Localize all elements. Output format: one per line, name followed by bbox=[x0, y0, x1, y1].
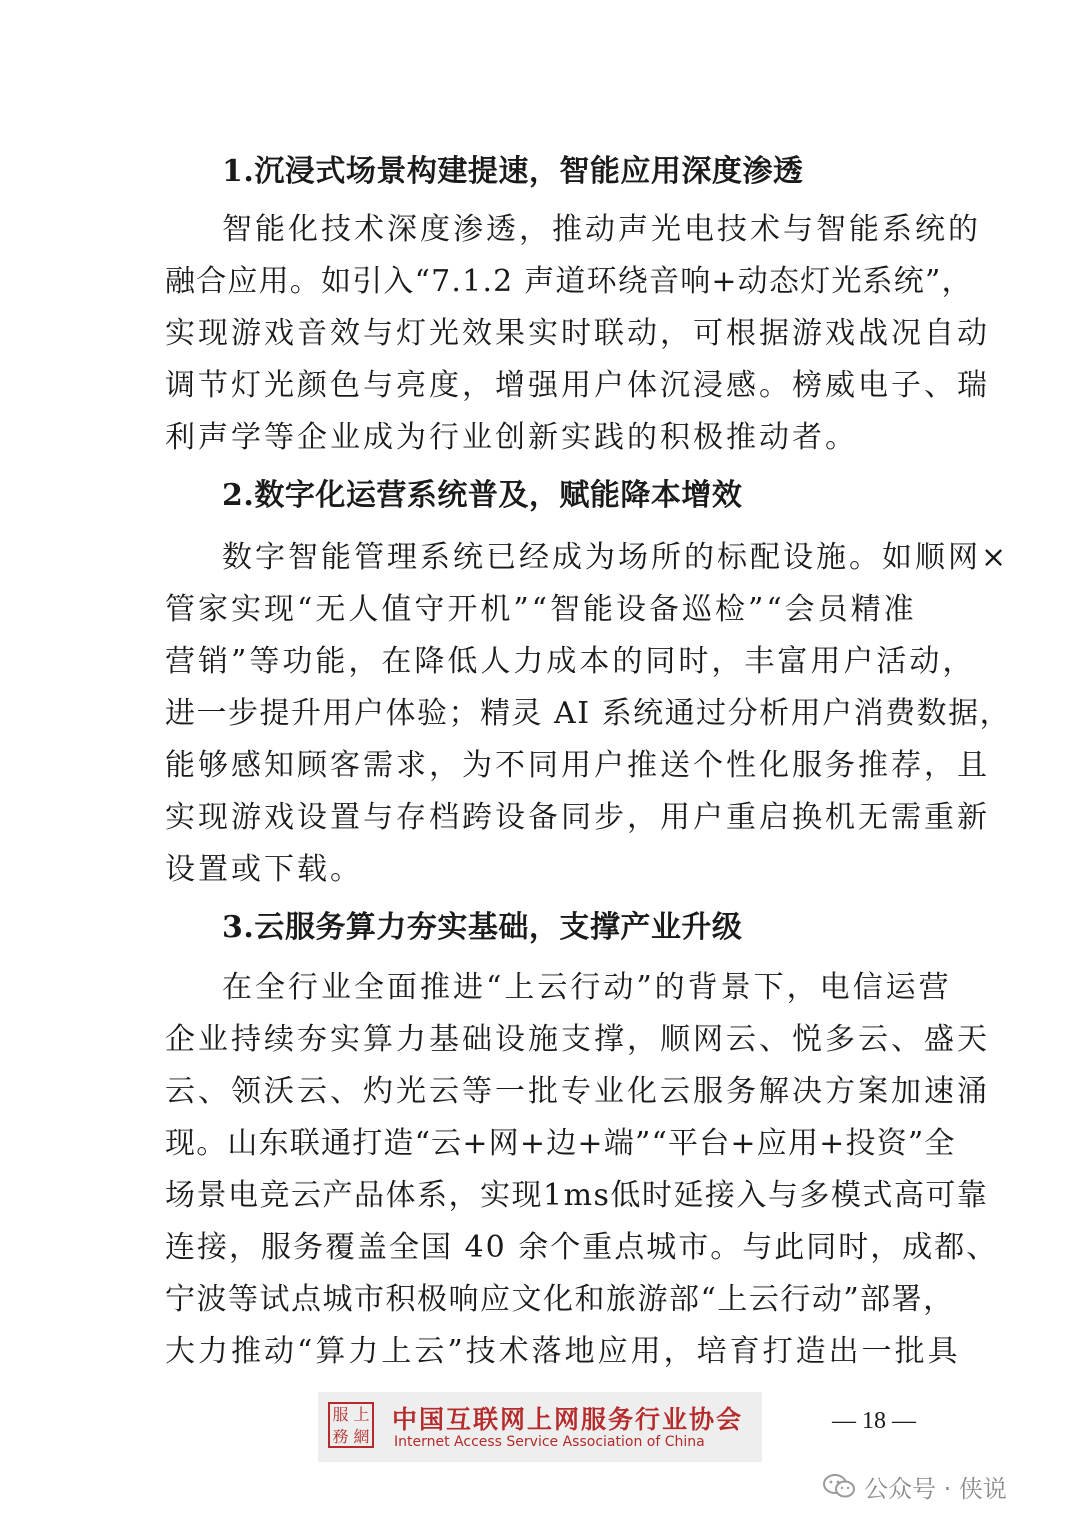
association-name-cn: 中国互联网上网服务行业协会 bbox=[392, 1405, 744, 1434]
paragraph-line: 宁波等试点城市积极响应文化和旅游部“上云行动”部署， bbox=[165, 1282, 955, 1317]
paragraph-line: 企业持续夯实算力基础设施支撑，顺网云、悦多云、盛天 bbox=[165, 1022, 990, 1057]
seal-char: 務 bbox=[332, 1427, 349, 1446]
paragraph-line: 实现游戏设置与存档跨设备同步，用户重启换机无需重新 bbox=[165, 800, 990, 835]
paragraph-line: 能够感知顾客需求，为不同用户推送个性化服务推荐，且 bbox=[165, 748, 990, 783]
watermark-text: 公众号 · 侠说 bbox=[864, 1474, 1007, 1503]
paragraph-line: 现。山东联通打造“云+网+边+端”“平台+应用+投资”全 bbox=[165, 1126, 956, 1161]
paragraph-line: 营销”等功能，在降低人力成本的同时，丰富用户活动， bbox=[165, 644, 976, 679]
paragraph-line: 连接，服务覆盖全国 40 余个重点城市。与此同时，成都、 bbox=[165, 1230, 999, 1265]
wechat-icon bbox=[822, 1473, 856, 1499]
paragraph-line: 云、领沃云、灼光云等一批专业化云服务解决方案加速涌 bbox=[165, 1074, 990, 1109]
paragraph-line: 数字智能管理系统已经成为场所的标配设施。如顺网× bbox=[222, 540, 1010, 575]
paragraph-line: 在全行业全面推进“上云行动”的背景下，电信运营 bbox=[222, 970, 952, 1005]
association-seal bbox=[328, 1402, 374, 1448]
paragraph-line: 智能化技术深度渗透，推动声光电技术与智能系统的 bbox=[222, 212, 981, 247]
seal-char: 網 bbox=[353, 1427, 370, 1446]
paragraph-line: 设置或下载。 bbox=[165, 852, 363, 887]
paragraph-line: 管家实现“无人值守开机”“智能设备巡检”“会员精准 bbox=[165, 592, 917, 627]
paragraph-line: 利声学等企业成为行业创新实践的积极推动者。 bbox=[165, 420, 858, 455]
section-heading-2: 2.数字化运营系统普及，赋能降本增效 bbox=[222, 478, 743, 513]
section-heading-3: 3.云服务算力夯实基础，支撑产业升级 bbox=[222, 910, 743, 945]
paragraph-line: 实现游戏音效与灯光效果实时联动，可根据游戏战况自动 bbox=[165, 316, 990, 351]
paragraph-line: 融合应用。如引入“7.1.2 声道环绕音响+动态灯光系统”， bbox=[165, 264, 973, 299]
paragraph-line: 场景电竞云产品体系，实现1ms低时延接入与多模式高可靠 bbox=[165, 1178, 989, 1213]
wechat-watermark bbox=[822, 1466, 1007, 1506]
seal-char: 上 bbox=[353, 1405, 370, 1424]
association-footer-logo bbox=[318, 1392, 762, 1462]
paragraph-line: 调节灯光颜色与亮度，增强用户体沉浸感。榜威电子、瑞 bbox=[165, 368, 990, 403]
paragraph-line: 大力推动“算力上云”技术落地应用，培育打造出一批具 bbox=[165, 1334, 961, 1369]
association-name-en: Internet Access Service Association of China bbox=[394, 1434, 705, 1450]
section-heading-1: 1.沉浸式场景构建提速，智能应用深度渗透 bbox=[222, 154, 804, 189]
page-number: — 18 — bbox=[832, 1408, 916, 1434]
seal-char: 服 bbox=[332, 1405, 349, 1424]
paragraph-line: 进一步提升用户体验；精灵 AI 系统通过分析用户消费数据， bbox=[165, 696, 1012, 731]
